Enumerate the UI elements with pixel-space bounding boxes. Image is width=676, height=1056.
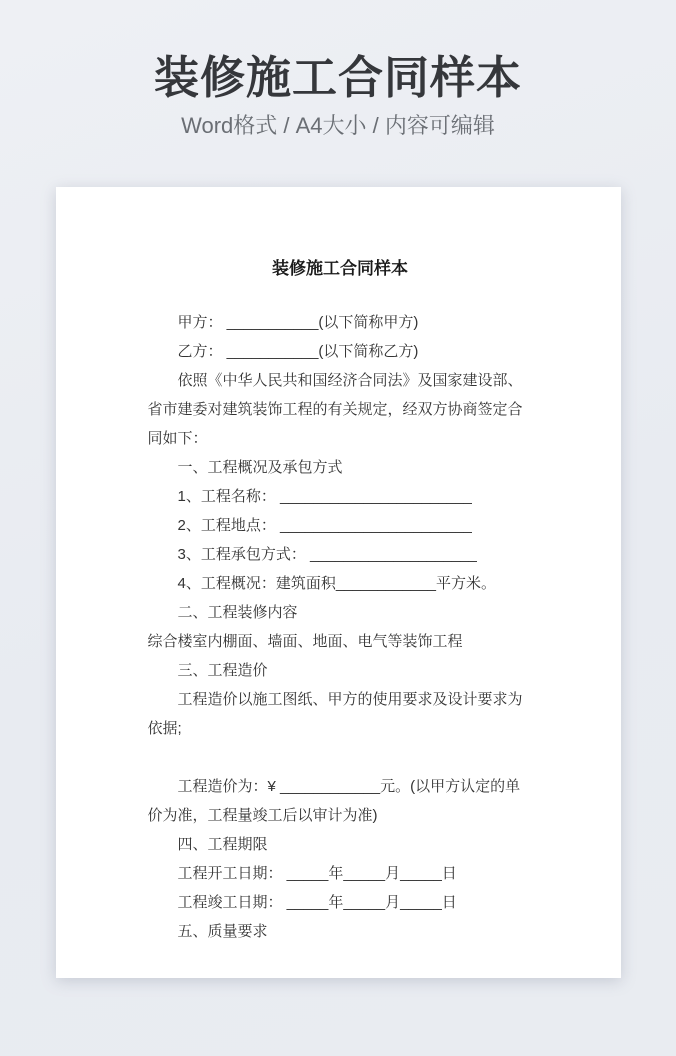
contract-paragraph: 工程开工日期： _____年_____月_____日 xyxy=(177,865,457,882)
contract-paragraph: 工程竣工日期： _____年_____月_____日 xyxy=(177,894,457,911)
blank-line xyxy=(148,743,533,772)
document-body xyxy=(148,308,533,946)
contract-paragraph: 2、工程地点： _______________________ xyxy=(177,517,472,534)
contract-paragraph: 工程造价为：¥ ____________元。(以甲方认定的单价为准，工程量竣工后以审计为准) xyxy=(147,778,521,824)
document-title: 装修施工合同样本 xyxy=(272,259,408,278)
contract-paragraph: 一、工程概况及承包方式 xyxy=(177,459,343,476)
contract-paragraph: 五、质量要求 xyxy=(177,923,268,940)
template-subtitle: Word格式 / A4大小 / 内容可编辑 xyxy=(181,113,495,138)
contract-paragraph: 工程造价以施工图纸、甲方的使用要求及设计要求为依据; xyxy=(147,691,523,737)
contract-paragraph: 3、工程承包方式： ____________________ xyxy=(177,546,477,563)
contract-paragraph: 依照《中华人民共和国经济合同法》及国家建设部、省市建委对建筑装饰工程的有关规定，经双方协商签定合同如下： xyxy=(147,372,523,447)
contract-paragraph: 综合楼室内棚面、墙面、地面、电气等装饰工程 xyxy=(147,633,463,650)
preview-header xyxy=(0,0,676,141)
template-title: 装修施工合同样本 xyxy=(153,52,522,103)
contract-paragraph: 二、工程装修内容 xyxy=(177,604,298,621)
contract-paragraph: 乙方： ___________(以下简称乙方) xyxy=(177,343,419,360)
contract-paragraph: 4、工程概况：建筑面积____________平方米。 xyxy=(177,575,496,592)
contract-paragraph: 1、工程名称： _______________________ xyxy=(177,488,472,505)
contract-paragraph: 三、工程造价 xyxy=(177,662,268,679)
document-page xyxy=(56,187,621,978)
contract-paragraph: 甲方： ___________(以下简称甲方) xyxy=(177,314,419,331)
contract-paragraph: 四、工程期限 xyxy=(177,836,268,853)
